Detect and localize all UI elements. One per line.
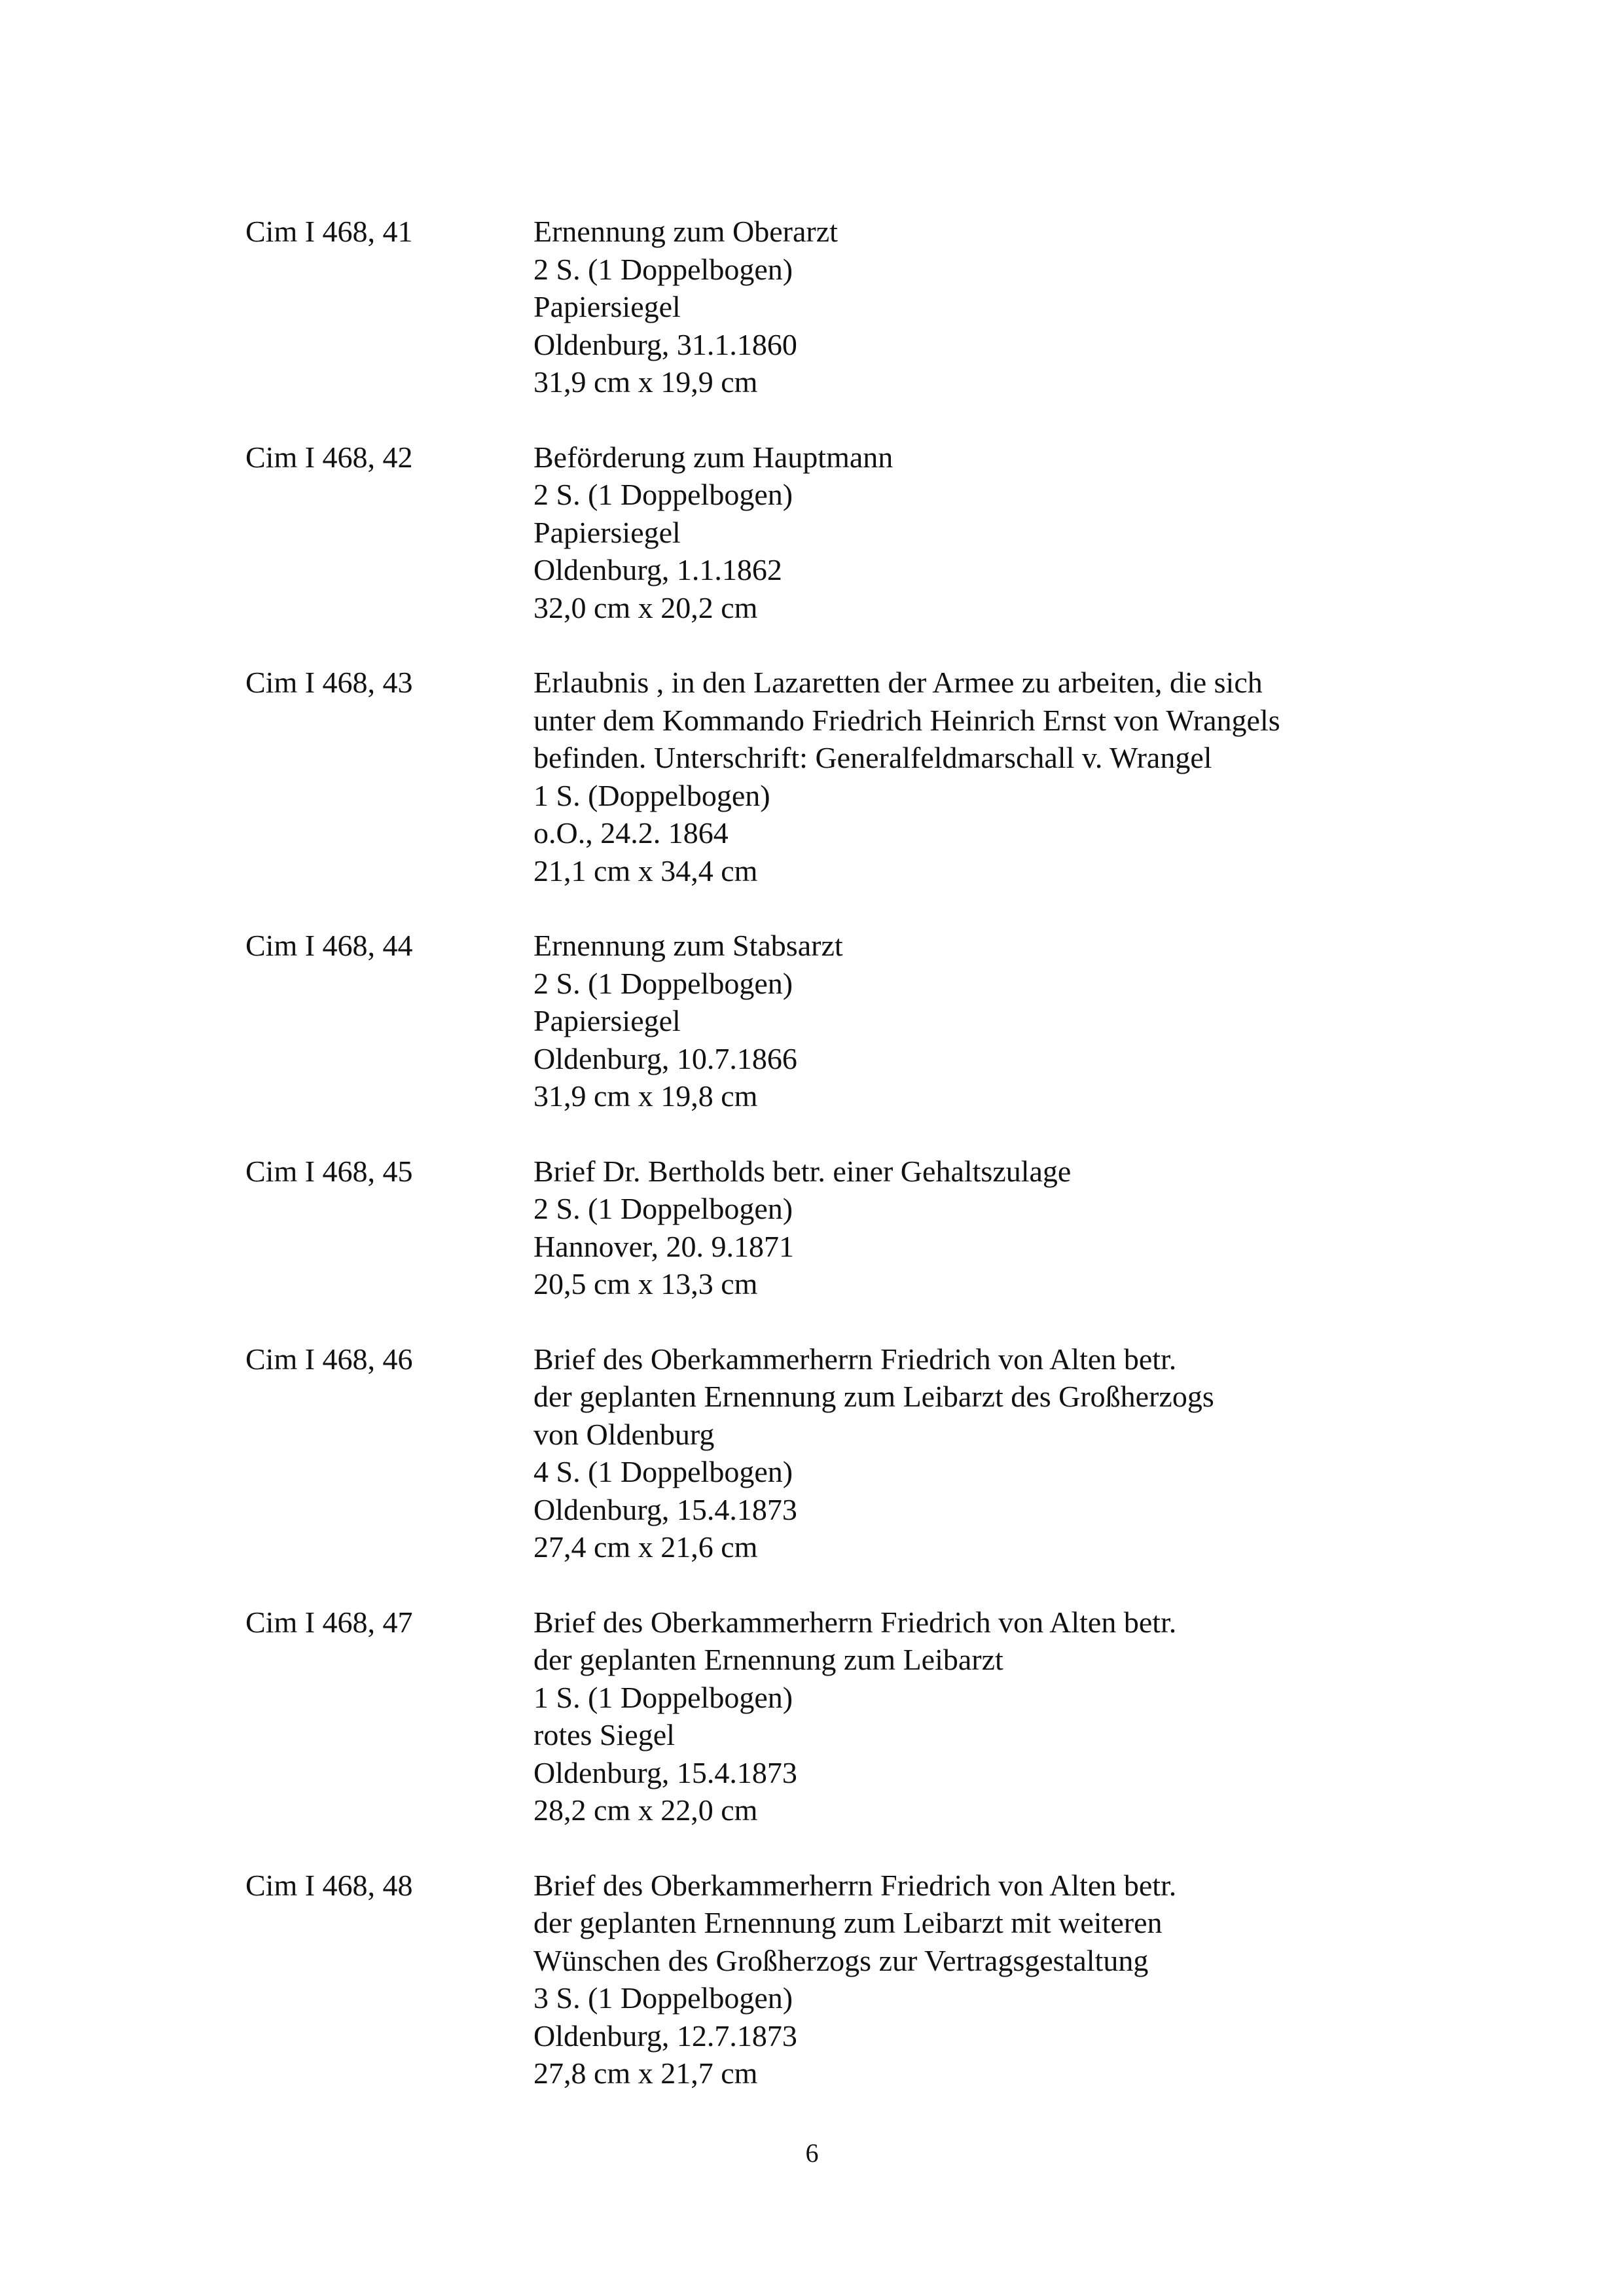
description-line: 28,2 cm x 22,0 cm (533, 1793, 758, 1827)
shelfmark: Cim I 468, 43 (245, 666, 413, 699)
entry-description (533, 1604, 1489, 1829)
shelfmark: Cim I 468, 45 (245, 1154, 413, 1188)
entry-description (533, 439, 1489, 627)
description-line: 1 S. (1 Doppelbogen) (533, 1680, 793, 1714)
description-line: Erlaubnis , in den Lazaretten der Armee zu arbeiten, die sich (533, 666, 1263, 699)
description-line: 20,5 cm x 13,3 cm (533, 1267, 758, 1300)
entry-description (533, 1340, 1489, 1566)
description-line: Papiersiegel (533, 515, 681, 549)
description-line: Oldenburg, 12.7.1873 (533, 2018, 797, 2053)
catalog-entries (245, 213, 1489, 2130)
description-line: 31,9 cm x 19,9 cm (533, 365, 758, 399)
catalog-entry (245, 1867, 1489, 2092)
description-line: 27,8 cm x 21,7 cm (533, 2056, 758, 2090)
description-line: 4 S. (1 Doppelbogen) (533, 1455, 793, 1488)
description-line: 21,1 cm x 34,4 cm (533, 853, 758, 888)
description-line: Brief des Oberkammerherrn Friedrich von Alten betr. (533, 1342, 1177, 1376)
description-line: der geplanten Ernennung zum Leibarzt des Großherzogs (533, 1380, 1214, 1413)
description-line: 31,9 cm x 19,8 cm (533, 1079, 758, 1113)
description-line: Oldenburg, 15.4.1873 (533, 1492, 797, 1526)
description-line: rotes Siegel (533, 1718, 675, 1751)
description-line: Brief Dr. Bertholds betr. einer Gehaltszulage (533, 1154, 1072, 1188)
entry-description (533, 927, 1489, 1115)
catalog-entry (245, 1340, 1489, 1566)
shelfmark: Cim I 468, 46 (245, 1342, 413, 1376)
description-line: Papiersiegel (533, 1004, 681, 1037)
description-line: Oldenburg, 10.7.1866 (533, 1041, 797, 1075)
description-line: der geplanten Ernennung zum Leibarzt (533, 1643, 1003, 1676)
description-line: 3 S. (1 Doppelbogen) (533, 1981, 793, 2015)
entry-description (533, 1153, 1489, 1303)
description-line: 2 S. (1 Doppelbogen) (533, 252, 793, 286)
description-line: Brief des Oberkammerherrn Friedrich von Alten betr. (533, 1605, 1177, 1639)
description-line: Ernennung zum Oberarzt (533, 215, 838, 248)
catalog-entry (245, 213, 1489, 401)
description-line: Wünschen des Großherzogs zur Vertragsgestaltung (533, 1943, 1149, 1977)
description-line: befinden. Unterschrift: Generalfeldmarschall v. Wrangel (533, 741, 1212, 774)
description-line: o.O., 24.2. 1864 (533, 816, 729, 850)
description-line: 1 S. (Doppelbogen) (533, 778, 770, 812)
entry-description (533, 1867, 1489, 2092)
entry-description (533, 664, 1489, 889)
description-line: Oldenburg, 15.4.1873 (533, 1755, 797, 1789)
description-line: Ernennung zum Stabsarzt (533, 929, 843, 962)
shelfmark: Cim I 468, 48 (245, 1868, 413, 1902)
shelfmark: Cim I 468, 42 (245, 440, 413, 474)
description-line: Oldenburg, 1.1.1862 (533, 553, 782, 586)
catalog-entry (245, 1153, 1489, 1303)
shelfmark: Cim I 468, 41 (245, 215, 413, 248)
shelfmark: Cim I 468, 47 (245, 1605, 413, 1639)
description-line: der geplanten Ernennung zum Leibarzt mit weiteren (533, 1906, 1163, 1939)
description-line: von Oldenburg (533, 1417, 715, 1451)
shelfmark: Cim I 468, 44 (245, 929, 413, 962)
entry-description (533, 213, 1489, 401)
description-line: unter dem Kommando Friedrich Heinrich Ernst von Wrangels (533, 703, 1280, 737)
description-line: Hannover, 20. 9.1871 (533, 1229, 795, 1263)
description-line: 32,0 cm x 20,2 cm (533, 590, 758, 624)
description-line: 2 S. (1 Doppelbogen) (533, 966, 793, 1000)
page-number: 6 (805, 2138, 819, 2168)
catalog-entry (245, 439, 1489, 627)
catalog-entry (245, 664, 1489, 889)
description-line: Papiersiegel (533, 290, 681, 323)
catalog-entry (245, 927, 1489, 1115)
description-line: Oldenburg, 31.1.1860 (533, 327, 797, 361)
description-line: 27,4 cm x 21,6 cm (533, 1530, 758, 1564)
description-line: Brief des Oberkammerherrn Friedrich von Alten betr. (533, 1868, 1177, 1902)
description-line: 2 S. (1 Doppelbogen) (533, 478, 793, 511)
catalog-entry (245, 1604, 1489, 1829)
description-line: Beförderung zum Hauptmann (533, 440, 893, 474)
description-line: 2 S. (1 Doppelbogen) (533, 1192, 793, 1225)
